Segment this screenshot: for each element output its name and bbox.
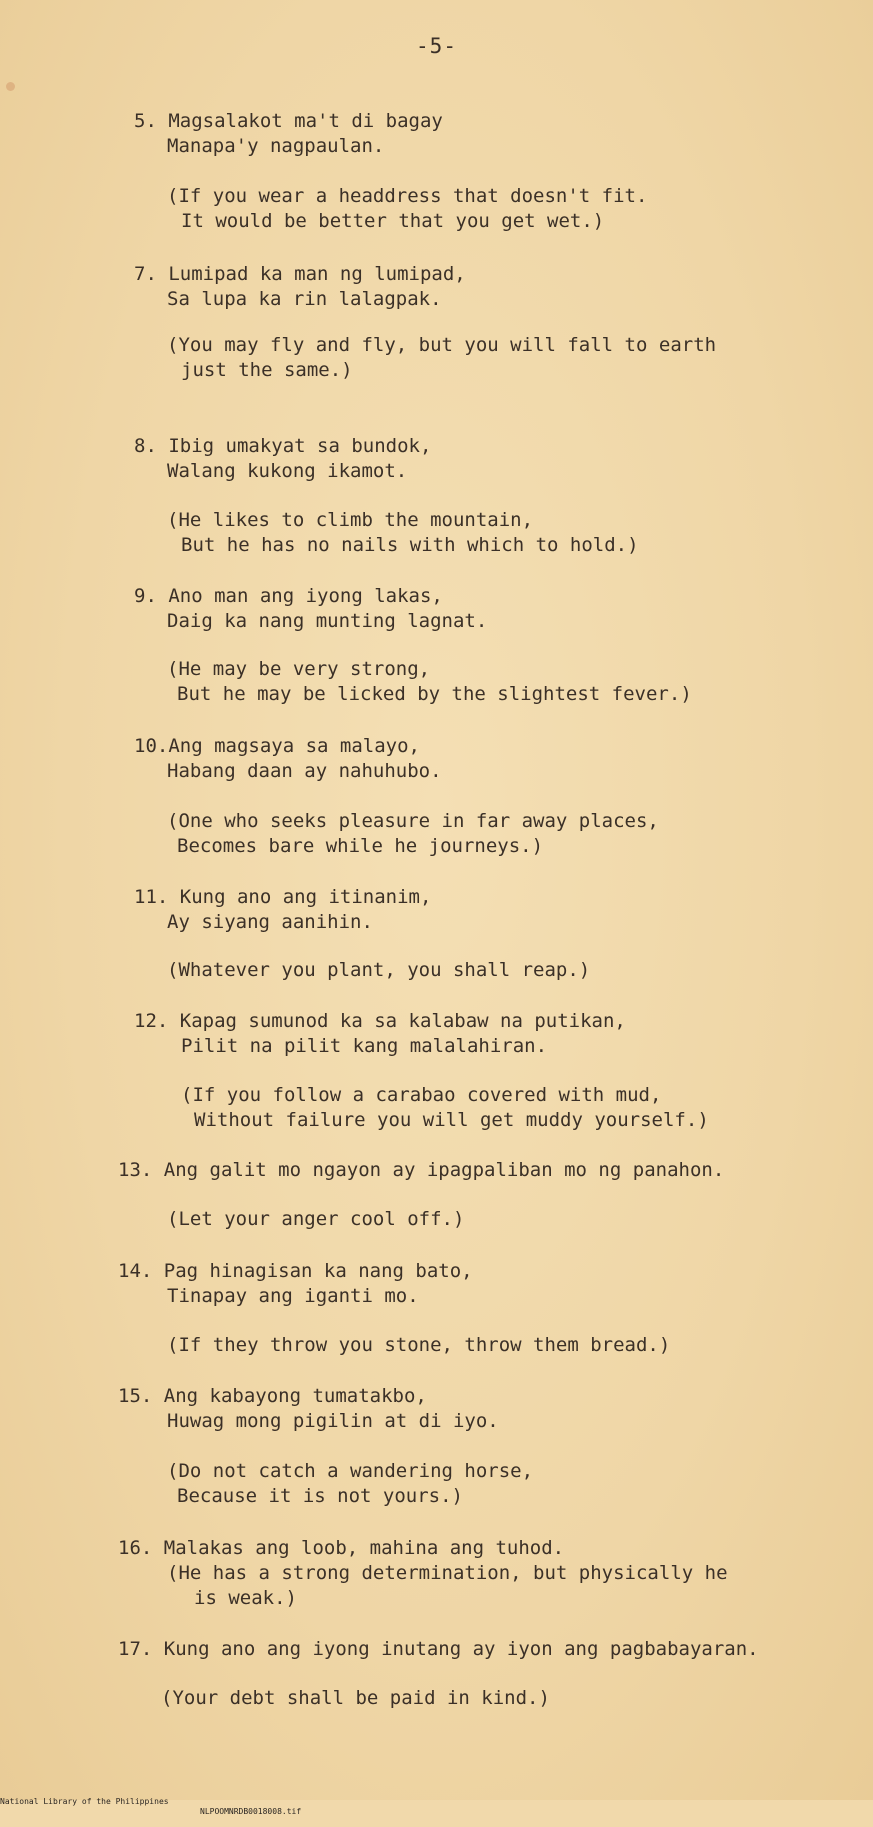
scan-footer xyxy=(0,1787,873,1827)
proverb-5-tagalog-line-2: Manapa'y nagpaulan. xyxy=(167,135,385,157)
proverb-12-translation-line-1: (If you follow a carabao covered with mud, xyxy=(181,1084,662,1106)
proverb-16-tagalog: 16. Malakas ang loob, mahina ang tuhod. xyxy=(118,1537,565,1559)
proverb-9-tagalog-line-2: Daig ka nang munting lagnat. xyxy=(167,610,488,632)
proverb-12-tagalog-line-2: Pilit na pilit kang malalahiran. xyxy=(181,1035,548,1057)
proverb-5-tagalog-line-1: 5. Magsalakot ma't di bagay xyxy=(134,110,443,132)
proverb-10-tagalog-line-2: Habang daan ay nahuhubo. xyxy=(167,760,442,782)
proverb-7-tagalog-line-1: 7. Lumipad ka man ng lumipad, xyxy=(134,263,466,285)
proverb-14-tagalog-line-2: Tinapay ang iganti mo. xyxy=(167,1285,419,1307)
paper-stain xyxy=(6,82,15,91)
proverb-12-tagalog-line-1: 12. Kapag sumunod ka sa kalabaw na putikan, xyxy=(134,1010,626,1032)
proverb-14-tagalog-line-1: 14. Pag hinagisan ka nang bato, xyxy=(118,1260,473,1282)
proverb-17-translation: (Your debt shall be paid in kind.) xyxy=(161,1687,550,1709)
proverb-8-translation-line-1: (He likes to climb the mountain, xyxy=(167,509,534,531)
proverb-14-translation: (If they throw you stone, throw them bread.) xyxy=(167,1334,671,1356)
footer-library-name: National Library of the Philippines xyxy=(0,1797,169,1806)
proverb-11-translation: (Whatever you plant, you shall reap.) xyxy=(167,959,591,981)
proverb-5-translation-line-2: It would be better that you get wet.) xyxy=(181,210,605,232)
proverb-13-tagalog: 13. Ang galit mo ngayon ay ipagpaliban mo ng panahon. xyxy=(118,1159,725,1181)
proverb-9-tagalog-line-1: 9. Ano man ang iyong lakas, xyxy=(134,585,443,607)
proverb-16-translation-line-2: is weak.) xyxy=(194,1587,297,1609)
proverb-15-translation-line-1: (Do not catch a wandering horse, xyxy=(167,1460,534,1482)
proverb-15-tagalog-line-2: Huwag mong pigilin at di iyo. xyxy=(167,1410,499,1432)
proverb-11-tagalog-line-1: 11. Kung ano ang itinanim, xyxy=(134,886,432,908)
proverb-7-translation-line-1: (You may fly and fly, but you will fall to earth xyxy=(167,334,717,356)
proverb-8-tagalog-line-1: 8. Ibig umakyat sa bundok, xyxy=(134,435,432,457)
proverb-9-translation-line-1: (He may be very strong, xyxy=(167,658,431,680)
proverb-10-translation-line-1: (One who seeks pleasure in far away places, xyxy=(167,810,659,832)
proverb-10-tagalog-line-1: 10.Ang magsaya sa malayo, xyxy=(134,735,420,757)
proverb-10-translation-line-2: Becomes bare while he journeys.) xyxy=(177,835,544,857)
proverb-15-translation-line-2: Because it is not yours.) xyxy=(177,1485,463,1507)
footer-file-name: NLPOOMNRDB0018008.tif xyxy=(200,1807,302,1816)
proverb-17-tagalog: 17. Kung ano ang iyong inutang ay iyon ang pagbabayaran. xyxy=(118,1638,759,1660)
proverb-16-translation-line-1: (He has a strong determination, but physically he xyxy=(167,1562,728,1584)
proverb-11-tagalog-line-2: Ay siyang aanihin. xyxy=(167,911,373,933)
proverb-5-translation-line-1: (If you wear a headdress that doesn't fit. xyxy=(167,185,648,207)
proverb-15-tagalog-line-1: 15. Ang kabayong tumatakbo, xyxy=(118,1385,427,1407)
proverb-9-translation-line-2: But he may be licked by the slightest fever.) xyxy=(177,683,692,705)
proverb-7-tagalog-line-2: Sa lupa ka rin lalagpak. xyxy=(167,288,442,310)
proverb-8-tagalog-line-2: Walang kukong ikamot. xyxy=(167,460,408,482)
proverb-12-translation-line-2: Without failure you will get muddy yourself.) xyxy=(194,1109,709,1131)
page-number: -5- xyxy=(416,34,457,58)
proverb-8-translation-line-2: But he has no nails with which to hold.) xyxy=(181,534,639,556)
proverb-13-translation: (Let your anger cool off.) xyxy=(167,1208,465,1230)
proverb-7-translation-line-2: just the same.) xyxy=(181,359,353,381)
